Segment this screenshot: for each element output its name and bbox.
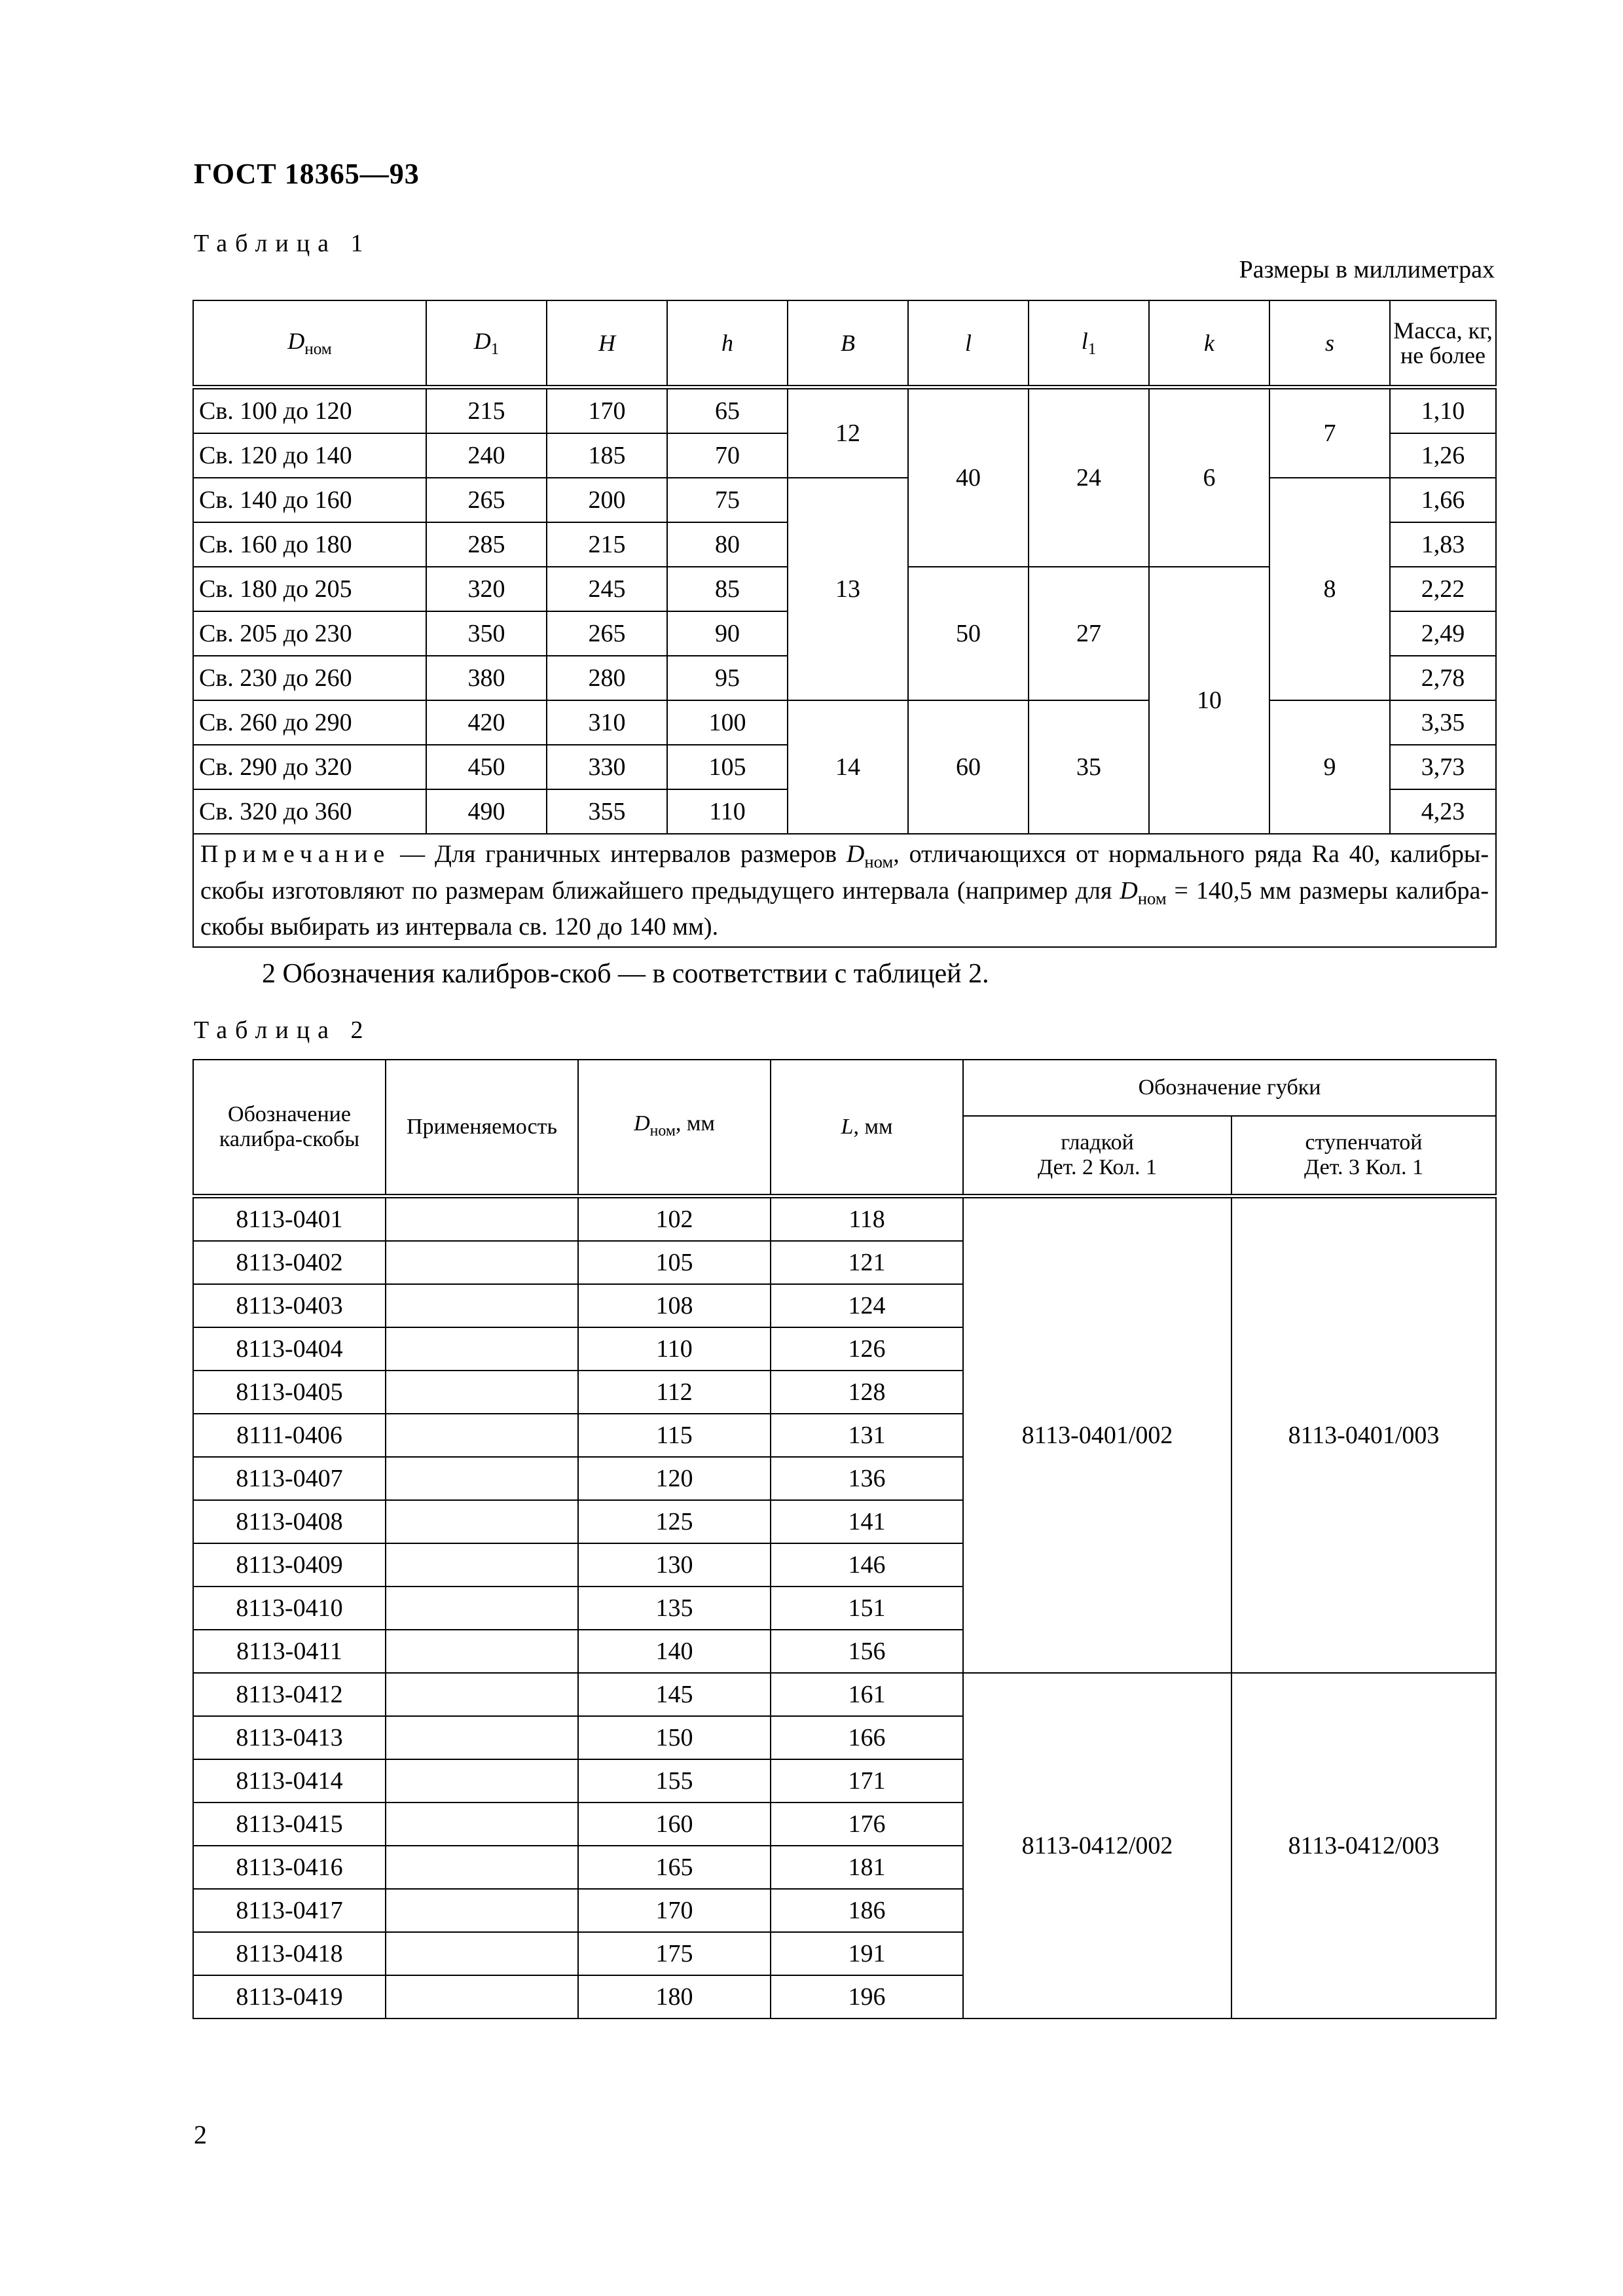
cell-applicability xyxy=(386,1196,578,1242)
cell-d1: 265 xyxy=(426,478,547,522)
header-stepped: ступенчатой Дет. 3 Кол. 1 xyxy=(1231,1116,1496,1196)
cell-dnom: Св. 180 до 205 xyxy=(193,567,426,611)
cell-mass: 3,73 xyxy=(1390,745,1496,789)
cell-h: 70 xyxy=(667,433,788,478)
cell-s-merged: 8 xyxy=(1269,478,1390,700)
cell-H: 355 xyxy=(547,789,667,834)
cell-L: 146 xyxy=(771,1543,963,1587)
cell-l1-merged: 24 xyxy=(1029,387,1149,567)
cell-applicability xyxy=(386,1803,578,1846)
cell-d1: 450 xyxy=(426,745,547,789)
cell-designation: 8113-0401 xyxy=(193,1196,386,1242)
cell-mass: 1,66 xyxy=(1390,478,1496,522)
cell-applicability xyxy=(386,1846,578,1889)
cell-applicability xyxy=(386,1241,578,1284)
cell-dnom: 105 xyxy=(578,1241,771,1284)
cell-d1: 350 xyxy=(426,611,547,656)
cell-mass: 2,22 xyxy=(1390,567,1496,611)
cell-h: 65 xyxy=(667,387,788,434)
cell-dnom: 115 xyxy=(578,1414,771,1457)
cell-designation: 8113-0408 xyxy=(193,1500,386,1543)
cell-h: 110 xyxy=(667,789,788,834)
cell-dnom: Св. 100 до 120 xyxy=(193,387,426,434)
cell-d1: 320 xyxy=(426,567,547,611)
cell-designation: 8113-0412 xyxy=(193,1673,386,1716)
cell-applicability xyxy=(386,1673,578,1716)
cell-d1: 490 xyxy=(426,789,547,834)
cell-h: 90 xyxy=(667,611,788,656)
cell-l1-merged: 35 xyxy=(1029,700,1149,834)
page-number: 2 xyxy=(194,2120,207,2149)
cell-d1: 285 xyxy=(426,522,547,567)
cell-L: 141 xyxy=(771,1500,963,1543)
cell-designation: 8113-0409 xyxy=(193,1543,386,1587)
cell-designation: 8111-0406 xyxy=(193,1414,386,1457)
cell-designation: 8113-0402 xyxy=(193,1241,386,1284)
cell-dnom: 102 xyxy=(578,1196,771,1242)
cell-H: 200 xyxy=(547,478,667,522)
document-title: ГОСТ 18365—93 xyxy=(194,158,420,190)
cell-dnom: 140 xyxy=(578,1630,771,1673)
header-dnom-mm: $D_{ном}$, мм xyxy=(578,1060,771,1196)
cell-dnom: 170 xyxy=(578,1889,771,1932)
cell-k-merged: 10 xyxy=(1149,567,1269,834)
cell-designation: 8113-0410 xyxy=(193,1587,386,1630)
cell-applicability xyxy=(386,1716,578,1759)
cell-mass: 2,78 xyxy=(1390,656,1496,700)
cell-dnom: Св. 205 до 230 xyxy=(193,611,426,656)
cell-dnom: 160 xyxy=(578,1803,771,1846)
header-k: k xyxy=(1149,300,1269,387)
table1-note: Примечание — Для граничных интервалов размеров $D_{ном}$, отличающихся от нормального ряда Ra 40, калибры-скобы изготовляют по размерам ближайшего предыдущего интервала (например для $D_{ном} = 140,5$ мм размеры калибра-скобы выбирать из интервала св. 120 до 140 мм). xyxy=(193,834,1496,947)
cell-designation: 8113-0405 xyxy=(193,1371,386,1414)
header-dnom: $D_{ном}$ xyxy=(193,300,426,387)
cell-L: 171 xyxy=(771,1759,963,1803)
cell-L: 128 xyxy=(771,1371,963,1414)
cell-L: 118 xyxy=(771,1196,963,1242)
cell-H: 265 xyxy=(547,611,667,656)
cell-B-merged: 14 xyxy=(788,700,908,834)
cell-H: 245 xyxy=(547,567,667,611)
cell-applicability xyxy=(386,1630,578,1673)
cell-applicability xyxy=(386,1457,578,1500)
cell-designation: 8113-0414 xyxy=(193,1759,386,1803)
cell-h: 95 xyxy=(667,656,788,700)
cell-stepped-group: 8113-0401/003 xyxy=(1231,1196,1496,1674)
cell-mass: 2,49 xyxy=(1390,611,1496,656)
cell-dnom: Св. 120 до 140 xyxy=(193,433,426,478)
header-smooth: гладкой Дет. 2 Кол. 1 xyxy=(963,1116,1231,1196)
header-l: l xyxy=(908,300,1029,387)
cell-dnom: 145 xyxy=(578,1673,771,1716)
header-jaw-designation: Обозначение губки xyxy=(963,1060,1496,1116)
cell-L: 181 xyxy=(771,1846,963,1889)
cell-H: 280 xyxy=(547,656,667,700)
cell-B-merged: 12 xyxy=(788,387,908,478)
cell-smooth-group: 8113-0412/002 xyxy=(963,1673,1231,2018)
cell-L: 121 xyxy=(771,1241,963,1284)
cell-applicability xyxy=(386,1284,578,1327)
cell-H: 170 xyxy=(547,387,667,434)
cell-L: 176 xyxy=(771,1803,963,1846)
table2-caption: Таблица 2 xyxy=(194,1016,371,1044)
cell-applicability xyxy=(386,1327,578,1371)
cell-mass: 1,10 xyxy=(1390,387,1496,434)
table-row xyxy=(193,700,1496,745)
cell-d1: 420 xyxy=(426,700,547,745)
header-H: H xyxy=(547,300,667,387)
cell-k-merged: 6 xyxy=(1149,387,1269,567)
cell-L: 156 xyxy=(771,1630,963,1673)
cell-applicability xyxy=(386,1759,578,1803)
cell-L: 191 xyxy=(771,1932,963,1975)
cell-dnom: Св. 140 до 160 xyxy=(193,478,426,522)
note-label: Примечание xyxy=(200,840,391,868)
cell-L: 126 xyxy=(771,1327,963,1371)
table1-units-note: Размеры в миллиметрах xyxy=(1239,256,1495,283)
cell-d1: 380 xyxy=(426,656,547,700)
header-s: s xyxy=(1269,300,1390,387)
cell-dnom: 112 xyxy=(578,1371,771,1414)
cell-dnom: Св. 230 до 260 xyxy=(193,656,426,700)
cell-applicability xyxy=(386,1371,578,1414)
cell-h: 80 xyxy=(667,522,788,567)
cell-l-merged: 50 xyxy=(908,567,1029,700)
cell-l-merged: 60 xyxy=(908,700,1029,834)
cell-dnom: 125 xyxy=(578,1500,771,1543)
header-d1: $D_1$ xyxy=(426,300,547,387)
cell-designation: 8113-0415 xyxy=(193,1803,386,1846)
cell-dnom: 150 xyxy=(578,1716,771,1759)
cell-smooth-group: 8113-0401/002 xyxy=(963,1196,1231,1674)
cell-dnom: 108 xyxy=(578,1284,771,1327)
cell-designation: 8113-0418 xyxy=(193,1932,386,1975)
cell-L: 136 xyxy=(771,1457,963,1500)
table1-header-row xyxy=(193,300,1496,387)
cell-dnom: Св. 160 до 180 xyxy=(193,522,426,567)
cell-applicability xyxy=(386,1889,578,1932)
cell-mass: 4,23 xyxy=(1390,789,1496,834)
cell-h: 100 xyxy=(667,700,788,745)
cell-d1: 215 xyxy=(426,387,547,434)
cell-stepped-group: 8113-0412/003 xyxy=(1231,1673,1496,2018)
header-mass: Масса, кг, не более xyxy=(1390,300,1496,387)
table1-caption: Таблица 1 xyxy=(194,230,371,257)
cell-H: 310 xyxy=(547,700,667,745)
cell-designation: 8113-0413 xyxy=(193,1716,386,1759)
table-row xyxy=(193,1196,1496,1242)
cell-L: 166 xyxy=(771,1716,963,1759)
cell-designation: 8113-0403 xyxy=(193,1284,386,1327)
cell-mass: 1,26 xyxy=(1390,433,1496,478)
cell-l1-merged: 27 xyxy=(1029,567,1149,700)
header-l1: $l_1$ xyxy=(1029,300,1149,387)
cell-designation: 8113-0411 xyxy=(193,1630,386,1673)
cell-designation: 8113-0404 xyxy=(193,1327,386,1371)
cell-applicability xyxy=(386,1587,578,1630)
cell-H: 215 xyxy=(547,522,667,567)
header-h: h xyxy=(667,300,788,387)
cell-L: 151 xyxy=(771,1587,963,1630)
table1-note-row xyxy=(193,834,1496,947)
cell-H: 330 xyxy=(547,745,667,789)
cell-s-merged: 7 xyxy=(1269,387,1390,478)
cell-mass: 1,83 xyxy=(1390,522,1496,567)
cell-L: 131 xyxy=(771,1414,963,1457)
cell-h: 75 xyxy=(667,478,788,522)
cell-dnom: 165 xyxy=(578,1846,771,1889)
cell-dnom: 135 xyxy=(578,1587,771,1630)
header-designation: Обозначение калибра-скобы xyxy=(193,1060,386,1196)
cell-dnom: Св. 290 до 320 xyxy=(193,745,426,789)
cell-mass: 3,35 xyxy=(1390,700,1496,745)
header-B: B xyxy=(788,300,908,387)
cell-dnom: 155 xyxy=(578,1759,771,1803)
cell-dnom: Св. 320 до 360 xyxy=(193,789,426,834)
cell-L: 124 xyxy=(771,1284,963,1327)
cell-h: 105 xyxy=(667,745,788,789)
cell-designation: 8113-0416 xyxy=(193,1846,386,1889)
table-row xyxy=(193,1673,1496,1716)
cell-designation: 8113-0407 xyxy=(193,1457,386,1500)
cell-designation: 8113-0419 xyxy=(193,1975,386,2018)
cell-applicability xyxy=(386,1500,578,1543)
table-row xyxy=(193,478,1496,522)
cell-dnom: 175 xyxy=(578,1932,771,1975)
table1 xyxy=(192,300,1497,948)
header-L-mm: L, мм xyxy=(771,1060,963,1196)
section-paragraph: 2 Обозначения калибров-скоб — в соответствии с таблицей 2. xyxy=(262,959,989,989)
cell-h: 85 xyxy=(667,567,788,611)
cell-s-merged: 9 xyxy=(1269,700,1390,834)
cell-B-merged: 13 xyxy=(788,478,908,700)
header-applicability: Применяемость xyxy=(386,1060,578,1196)
cell-dnom: Св. 260 до 290 xyxy=(193,700,426,745)
cell-applicability xyxy=(386,1543,578,1587)
cell-l-merged: 40 xyxy=(908,387,1029,567)
cell-H: 185 xyxy=(547,433,667,478)
table2 xyxy=(192,1059,1497,2019)
table2-header-row xyxy=(193,1060,1496,1116)
cell-dnom: 130 xyxy=(578,1543,771,1587)
cell-dnom: 120 xyxy=(578,1457,771,1500)
cell-applicability xyxy=(386,1932,578,1975)
cell-L: 161 xyxy=(771,1673,963,1716)
cell-applicability xyxy=(386,1414,578,1457)
cell-d1: 240 xyxy=(426,433,547,478)
cell-dnom: 180 xyxy=(578,1975,771,2018)
table-row xyxy=(193,387,1496,434)
cell-L: 196 xyxy=(771,1975,963,2018)
cell-designation: 8113-0417 xyxy=(193,1889,386,1932)
cell-dnom: 110 xyxy=(578,1327,771,1371)
cell-applicability xyxy=(386,1975,578,2018)
cell-L: 186 xyxy=(771,1889,963,1932)
